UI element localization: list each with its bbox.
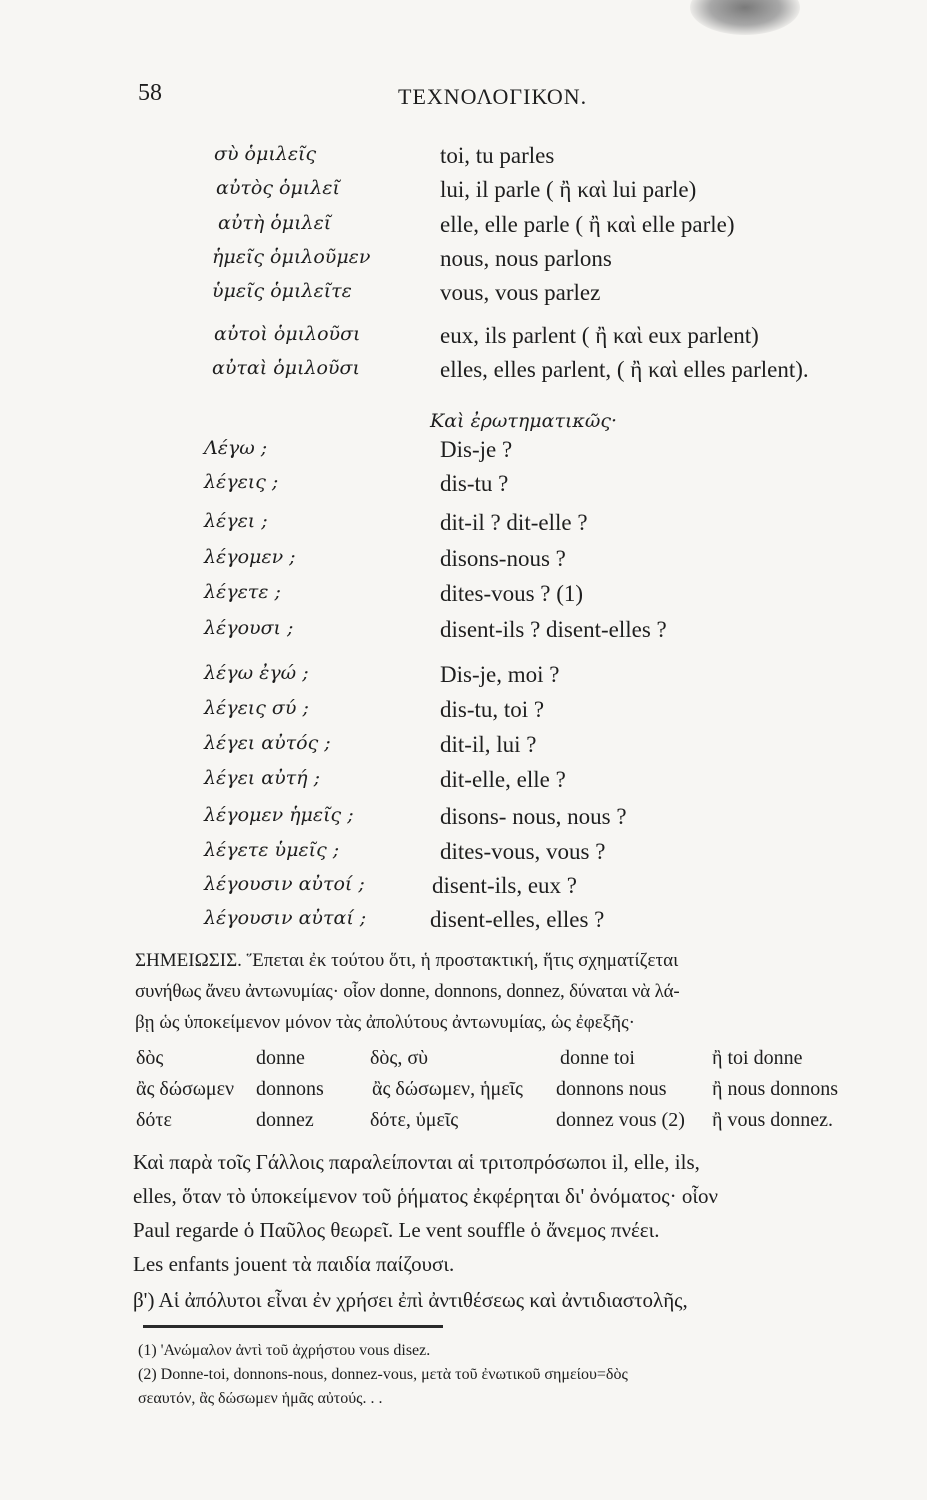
greek-form: λέγεις ; xyxy=(204,471,279,493)
french-form: ἢ nous donnons xyxy=(712,1078,839,1100)
table-row xyxy=(0,1109,927,1137)
french-form: disons- nous, nous ? xyxy=(440,804,627,829)
note-line: συνήθως ἄνευ ἀντωνυμίας· οἷον donne, donnons, donnez, δύναται νὰ λά- xyxy=(135,981,680,1002)
table-row xyxy=(0,143,927,173)
french-form: donne toi xyxy=(560,1047,635,1069)
table-row xyxy=(0,246,927,276)
page-number: 58 xyxy=(138,80,162,106)
table-row xyxy=(0,323,927,353)
greek-form: ἂς δώσωμεν xyxy=(136,1078,235,1100)
french-form: dit-il, lui ? xyxy=(440,732,537,757)
table-row xyxy=(0,177,927,207)
greek-form: δότε xyxy=(136,1109,172,1131)
greek-form: λέγουσιν αὐταί ; xyxy=(204,907,367,929)
french-form: Dis-je ? xyxy=(440,437,513,462)
table-row xyxy=(0,1047,927,1075)
table-row xyxy=(0,581,927,611)
table-row xyxy=(0,697,927,727)
french-form: disent-elles, elles ? xyxy=(430,907,605,932)
note-line: βῃ ὡς ὑποκείμενον μόνον τὰς ἀπολύτους ἀντωνυμίας, ὡς ἐφεξῆς· xyxy=(135,1012,635,1033)
french-form: dit-elle, elle ? xyxy=(440,767,566,792)
greek-form: αὐτὸς ὁμιλεῖ xyxy=(216,177,340,199)
table-row xyxy=(0,662,927,692)
french-form: elle, elle parle ( ἢ καὶ elle parle) xyxy=(440,212,735,237)
greek-form: λέγει ; xyxy=(204,510,268,532)
table-row xyxy=(0,804,927,834)
table-row xyxy=(0,767,927,797)
greek-form: λέγεις σύ ; xyxy=(204,697,309,719)
french-form: ἢ toi donne xyxy=(712,1047,803,1069)
greek-form: λέγομεν ἡμεῖς ; xyxy=(204,804,354,826)
french-form: donnons xyxy=(256,1078,324,1100)
greek-form: αὐταὶ ὁμιλοῦσι xyxy=(212,357,360,379)
paragraph-line: Καὶ παρὰ τοῖς Γάλλοις παραλείπονται αἱ τριτοπρόσωποι il, elle, ils, xyxy=(133,1150,700,1174)
french-form: dit-il ? dit-elle ? xyxy=(440,510,588,535)
french-form: disons-nous ? xyxy=(440,546,566,571)
greek-form: ἂς δώσωμεν, ἡμεῖς xyxy=(372,1078,523,1100)
french-form: Dis-je, moi ? xyxy=(440,662,560,687)
french-form: dis-tu ? xyxy=(440,471,509,496)
table-row xyxy=(0,907,927,937)
greek-form: λέγομεν ; xyxy=(204,546,296,568)
greek-form: Λέγω ; xyxy=(204,437,268,459)
table-row xyxy=(0,546,927,576)
interrogative-heading: Καὶ ἐρωτηματικῶς· xyxy=(430,410,618,432)
table-row xyxy=(0,617,927,647)
greek-form: λέγουσι ; xyxy=(204,617,294,639)
french-form: donnez vous (2) xyxy=(556,1109,685,1131)
french-form: donne xyxy=(256,1047,305,1069)
french-form: disent-ils, eux ? xyxy=(432,873,577,898)
table-row xyxy=(0,839,927,869)
greek-form: λέγετε ὑμεῖς ; xyxy=(204,839,340,861)
greek-form: λέγουσιν αὐτοί ; xyxy=(204,873,365,895)
greek-form: ἡμεῖς ὁμιλοῦμεν xyxy=(212,246,371,268)
table-row xyxy=(0,280,927,310)
paragraph-line: Paul regarde ὁ Παῦλος θεωρεῖ. Le vent souffle ὁ ἄνεμος πνέει. xyxy=(133,1218,660,1242)
french-form: dites-vous ? (1) xyxy=(440,581,584,606)
table-row xyxy=(0,510,927,540)
paragraph-line: Les enfants jouent τὰ παιδία παίζουσι. xyxy=(133,1252,455,1276)
french-form: vous, vous parlez xyxy=(440,280,601,305)
footnote-rule xyxy=(143,1325,443,1328)
french-form: donnons nous xyxy=(556,1078,667,1100)
french-form: lui, il parle ( ἢ καὶ lui parle) xyxy=(440,177,697,202)
running-head: ΤΕΧΝΟΛΟΓΙΚΟΝ. xyxy=(398,84,588,109)
greek-form: δὸς xyxy=(136,1047,164,1069)
table-row xyxy=(0,873,927,903)
footnote: (1) 'Ανώμαλον ἀντὶ τοῦ ἀχρήστου vous disez. xyxy=(138,1342,431,1359)
greek-form: λέγει αὐτή ; xyxy=(204,767,320,789)
greek-form: δότε, ὑμεῖς xyxy=(370,1109,459,1131)
table-row xyxy=(0,471,927,501)
greek-form: δὸς, σὺ xyxy=(370,1047,429,1069)
greek-form: αὐτοὶ ὁμιλοῦσι xyxy=(214,323,361,345)
french-form: ἢ vous donnez. xyxy=(712,1109,833,1131)
table-row xyxy=(0,212,927,242)
paragraph-line: elles, ὅταν τὸ ὑποκείμενον τοῦ ῥήματος ἐκφέρηται δι' ὀνόματος· οἷον xyxy=(133,1184,718,1208)
table-row xyxy=(0,732,927,762)
french-form: disent-ils ? disent-elles ? xyxy=(440,617,667,642)
greek-form: ὑμεῖς ὁμιλεῖτε xyxy=(212,280,352,302)
french-form: donnez xyxy=(256,1109,314,1131)
greek-form: λέγω ἐγώ ; xyxy=(204,662,309,684)
table-row xyxy=(0,437,927,467)
greek-form: λέγετε ; xyxy=(204,581,281,603)
greek-form: λέγει αὐτός ; xyxy=(204,732,331,754)
footnote: σεαυτόν, ἂς δώσωμεν ἡμᾶς αὐτούς. . . xyxy=(138,1390,383,1407)
french-form: toi, tu parles xyxy=(440,143,555,168)
french-form: elles, elles parlent, ( ἢ καὶ elles parlent). xyxy=(440,357,809,382)
french-form: eux, ils parlent ( ἢ καὶ eux parlent) xyxy=(440,323,759,348)
table-row xyxy=(0,357,927,387)
french-form: dis-tu, toi ? xyxy=(440,697,545,722)
scan-smudge xyxy=(690,0,800,35)
footnote: (2) Donne-toi, donnons-nous, donnez-vous, μετὰ τοῦ ἐνωτικοῦ σημείου=δὸς xyxy=(138,1366,628,1383)
french-form: dites-vous, vous ? xyxy=(440,839,606,864)
greek-form: αὐτὴ ὁμιλεῖ xyxy=(218,212,332,234)
paragraph-line: β') Αἱ ἀπόλυτοι εἶναι ἐν χρήσει ἐπὶ ἀντιθέσεως καὶ ἀντιδιαστολῆς, xyxy=(133,1288,688,1312)
french-form: nous, nous parlons xyxy=(440,246,612,271)
table-row xyxy=(0,1078,927,1106)
greek-form: σὺ ὁμιλεῖς xyxy=(214,143,317,165)
note-line: ΣΗΜΕΙΩΣΙΣ. Ἕπεται ἐκ τούτου ὅτι, ἡ προστακτική, ἥτις σχηματίζεται xyxy=(135,950,679,971)
